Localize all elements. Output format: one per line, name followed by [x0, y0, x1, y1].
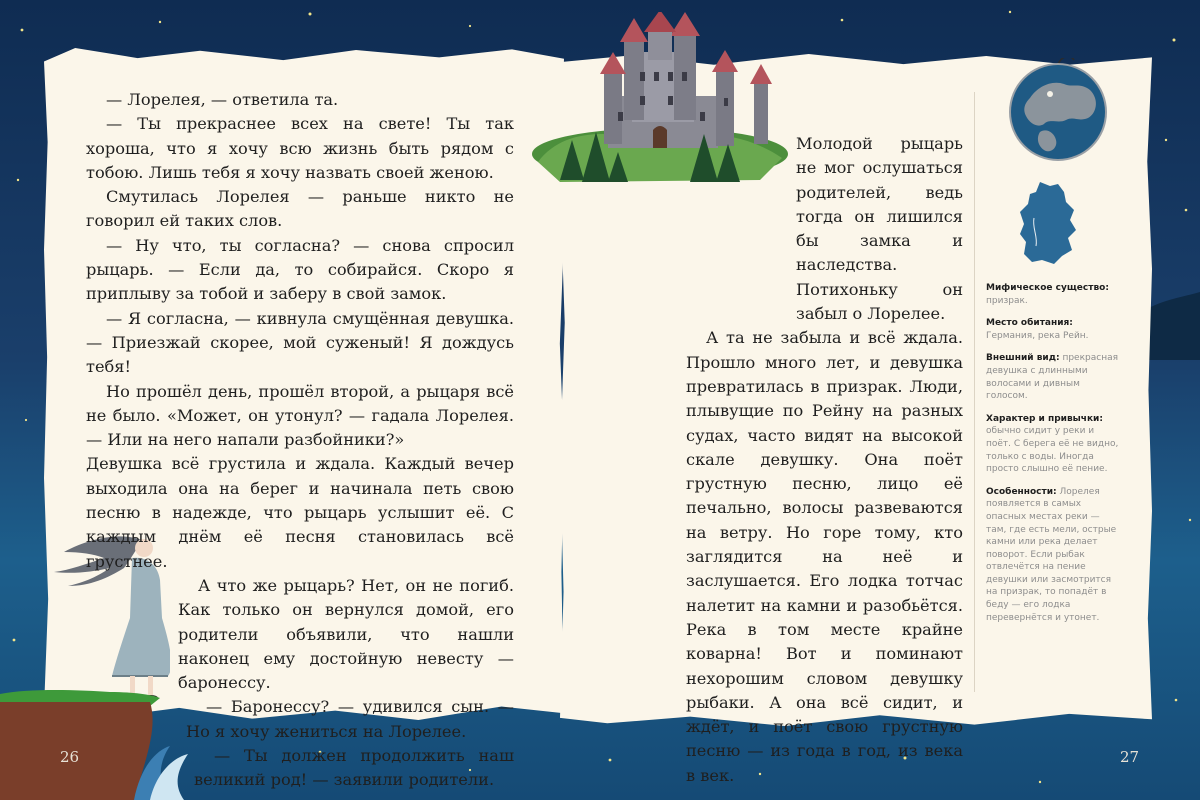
info-entry-creature	[986, 282, 1120, 307]
info-entry-habitat	[986, 317, 1120, 342]
right-page-text	[686, 132, 963, 788]
left-page-text	[86, 88, 514, 793]
info-entry-features	[986, 486, 1120, 625]
paragraph: — Баронессу? — удивился сын. — Но я хочу жениться на Лорелее.	[186, 697, 514, 741]
paragraph: — Ты должен продолжить наш великий род! — заявили родители.	[194, 746, 514, 790]
info-value: Лорелея появляется в самых опасных местах реки — там, где есть мели, острые камни или река делает поворот. Если рыбак отвлечётся на пение девушки или засмотрится на призрак, то попадёт в беду — его лодка перевернётся и утонет.	[986, 486, 1117, 623]
paragraph: Смутилась Лорелея — раньше никто не говорил ей таких слов.	[86, 187, 514, 231]
info-value: призрак.	[986, 295, 1028, 306]
page-number-right: 27	[1120, 748, 1140, 766]
info-entry-habits	[986, 413, 1120, 476]
paragraph: — Лорелея, — ответила та.	[106, 90, 339, 109]
info-label: Место обитания:	[986, 318, 1073, 329]
info-sidebar	[986, 282, 1120, 634]
page-number-left: 26	[60, 748, 80, 766]
info-value: Германия, река Рейн.	[986, 330, 1089, 341]
paragraph: Девушка всё грустила и ждала. Каждый вечер выходила она на берег и начинала петь свою песню в надежде, что рыцарь услышит её. С каждым днём её песня становилась всё грустнее.	[86, 454, 514, 571]
info-label: Особенности:	[986, 486, 1057, 497]
paragraph: А что же рыцарь? Нет, он не погиб. Как только он вернулся домой, его родители объявили, что нашли наконец ему достойную невесту — баронессу.	[178, 575, 514, 693]
info-entry-appearance	[986, 352, 1120, 402]
paragraph: А та не забыла и всё ждала. Прошло много лет, и девушка превратилась в призрак. Люди, плывущие по Рейну на разных судах, часто видят на высокой скале девушку. Она поёт грустную песню, лицо её печально, волосы развеваются на ветру. Но горе тому, кто заглядится на неё и заслушается. Его лодка тотчас налетит на камни и разобьётся. Река в том месте крайне коварна! Вот и поминают нехорошим словом девушку рыбаки. А она всё сидит, и ждёт, и поёт свою грустную песню — из года в год, из века в век.	[686, 328, 963, 785]
paragraph: — Ну что, ты согласна? — снова спросил рыцарь. — Если да, то собирайся. Скоро я приплыву за тобой и заберу в свой замок.	[86, 235, 514, 304]
info-value: прекрасная девушка с длинными волосами и дивным голосом.	[986, 353, 1119, 402]
info-label: Характер и привычки:	[986, 413, 1103, 424]
paragraph: Но прошёл день, прошёл второй, а рыцаря всё не было. «Может, он утонул? — гадала Лорелея. — Или на него напали разбойники?»	[86, 381, 514, 450]
info-label: Мифическое существо:	[986, 283, 1109, 293]
paragraph: — Я согласна, — кивнула смущённая девушка. — Приезжай скорее, мой суженый! Я дождусь тебя!	[86, 308, 514, 377]
paragraph: — Ты прекраснее всех на свете! Ты так хороша, что я хочу всю жизнь быть рядом с тобою. Лишь тебя я хочу назвать своей женою.	[86, 114, 514, 182]
info-value: обычно сидит у реки и поёт. С берега её не видно, только с воды. Иногда просто слышно её пение.	[986, 426, 1119, 475]
info-label: Внешний вид:	[986, 353, 1060, 364]
paragraph: Молодой рыцарь не мог ослушаться родителей, ведь тогда он лишился бы замка и наследства. Потихоньку он забыл о Лорелее.	[796, 134, 963, 324]
